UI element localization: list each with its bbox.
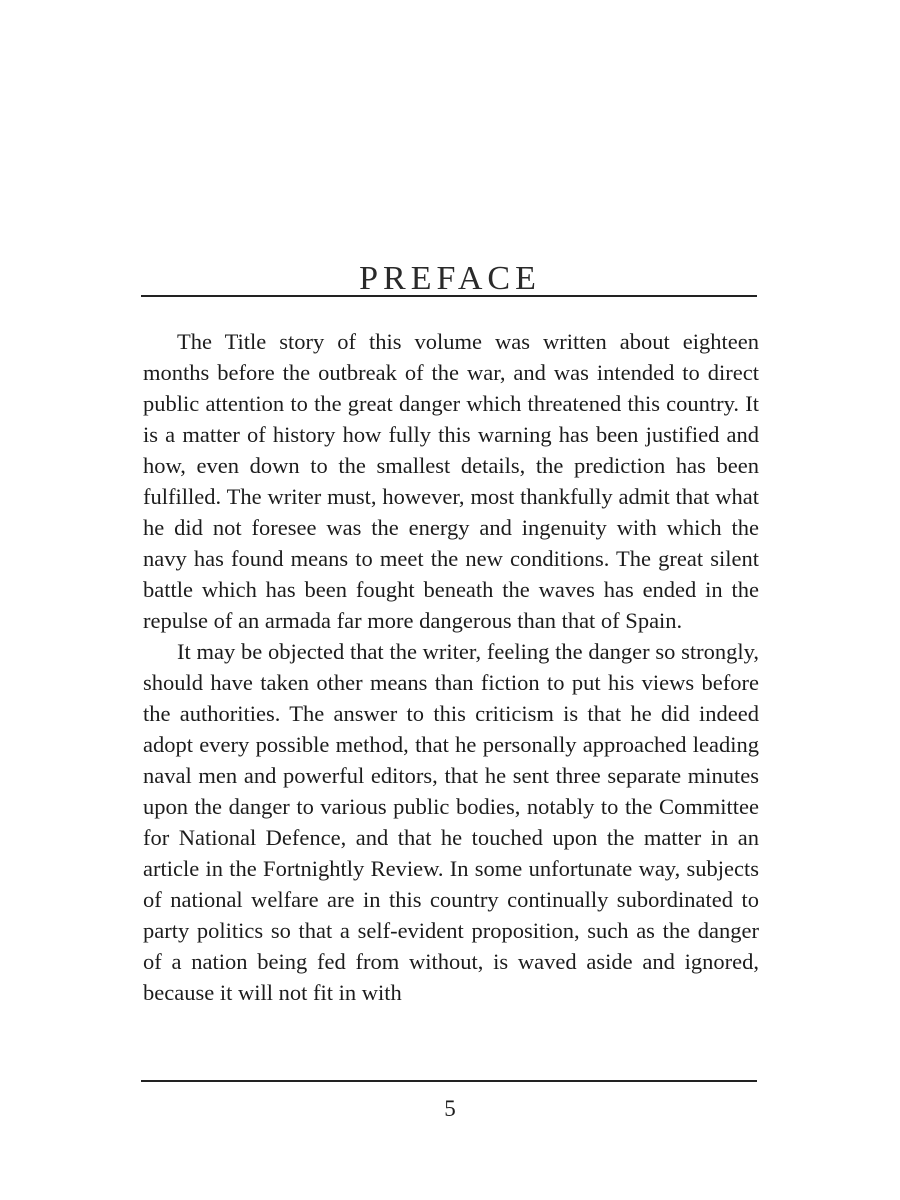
top-divider: [141, 295, 757, 297]
bottom-divider: [141, 1080, 757, 1082]
body-text: [143, 326, 759, 1008]
paragraph: The Title story of this volume was written about eighteen months before the outbreak of the war, and was intended to direct public attention to the great danger which threatened this country. It is a matter of history how fully this warning has been justified and how, even down to the smallest details, the prediction has been fulfilled. The writer must, however, most thankfully admit that what he did not foresee was the energy and ingenuity with which the navy has found means to meet the new conditions. The great silent battle which has been fought beneath the waves has ended in the repulse of an armada far more dangerous than that of Spain.: [143, 329, 759, 633]
paragraph: It may be objected that the writer, feeling the danger so strongly, should have taken other means than fiction to put his views before the authorities. The answer to this criticism is that he did indeed adopt every possible method, that he personally approached leading naval men and powerful editors, that he sent three separate minutes upon the danger to various public bodies, notably to the Committee for National Defence, and that he touched upon the matter in an article in the Fortnightly Review. In some unfortunate way, subjects of national welfare are in this country continually subordinated to party politics so that a self-evident proposition, such as the danger of a nation being fed from without, is waved aside and ignored, because it will not fit in with: [143, 639, 759, 1005]
page-number: 5: [444, 1096, 456, 1121]
page-title: PREFACE: [359, 259, 541, 297]
